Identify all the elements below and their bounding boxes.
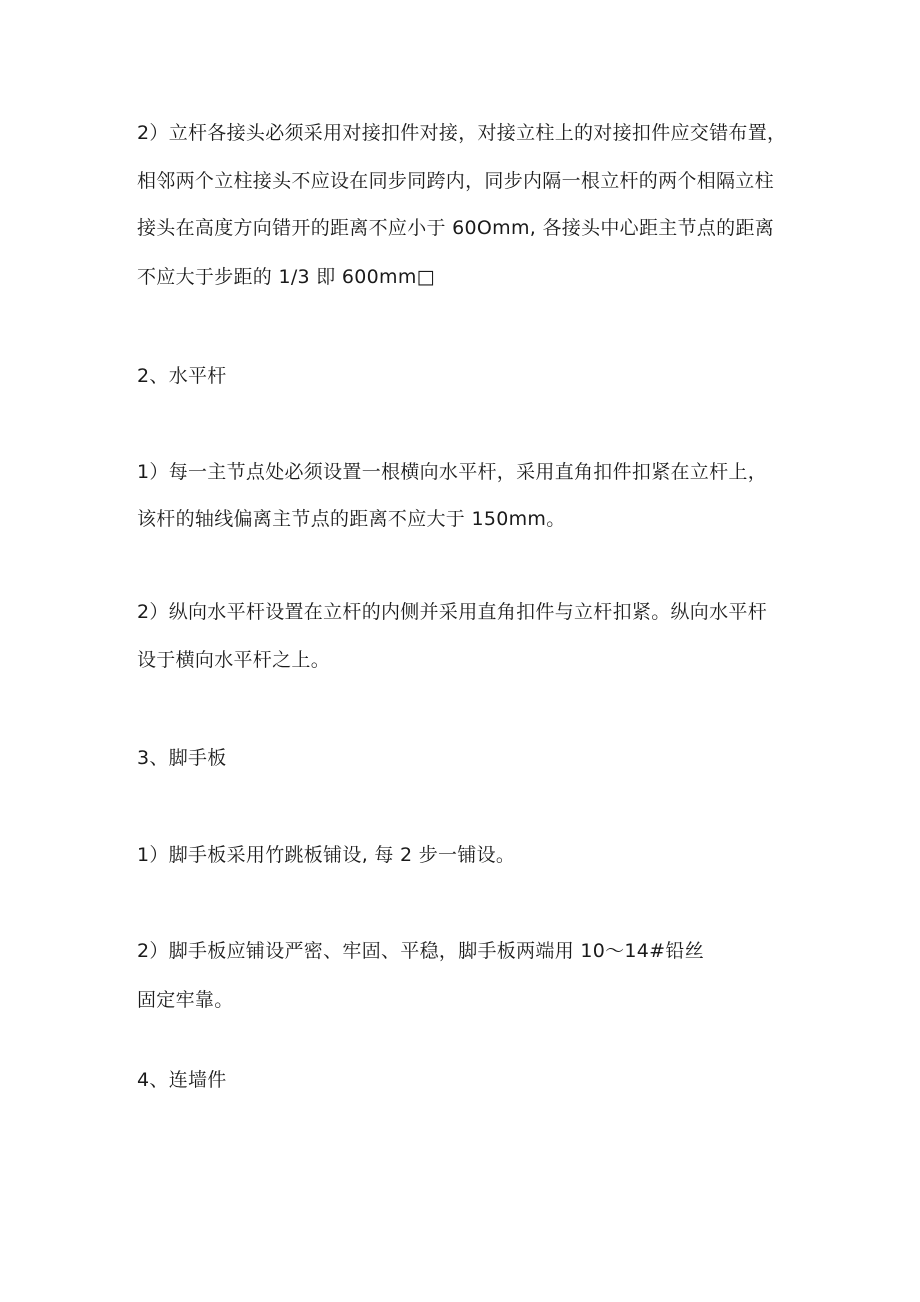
paragraph-line: 2）脚手板应铺设严密、牢固、平稳，脚手板两端用 10～14#铅丝 xyxy=(137,940,705,962)
paragraph-line: 2）纵向水平杆设置在立杆的内侧并采用直角扣件与立杆扣紧。纵向水平杆 xyxy=(137,601,767,623)
paragraph-line: 相邻两个立柱接头不应设在同步同跨内，同步内隔一根立杆的两个相隔立柱 xyxy=(137,170,774,192)
paragraph-line: 不应大于步距的 1/3 即 600mm□ xyxy=(137,266,435,288)
paragraph-line: 该杆的轴线偏离主节点的距离不应大于 150mm。 xyxy=(137,508,566,530)
paragraph-line: 设于横向水平杆之上。 xyxy=(137,649,331,671)
section-heading: 2、水平杆 xyxy=(137,365,227,387)
section-heading: 4、连墙件 xyxy=(137,1069,227,1091)
paragraph-line: 1）每一主节点处必须设置一根横向水平杆，采用直角扣件扣紧在立杆上， xyxy=(137,461,767,483)
paragraph-line: 1）脚手板采用竹跳板铺设, 每 2 步一铺设。 xyxy=(137,844,516,866)
section-heading: 3、脚手板 xyxy=(137,747,227,769)
paragraph-line: 固定牢靠。 xyxy=(137,989,234,1011)
paragraph-line: 接头在高度方向错开的距离不应小于 60Omm, 各接头中心距主节点的距离 xyxy=(137,217,775,239)
paragraph-line: 2）立杆各接头必须采用对接扣件对接，对接立柱上的对接扣件应交错布置， xyxy=(137,122,787,144)
